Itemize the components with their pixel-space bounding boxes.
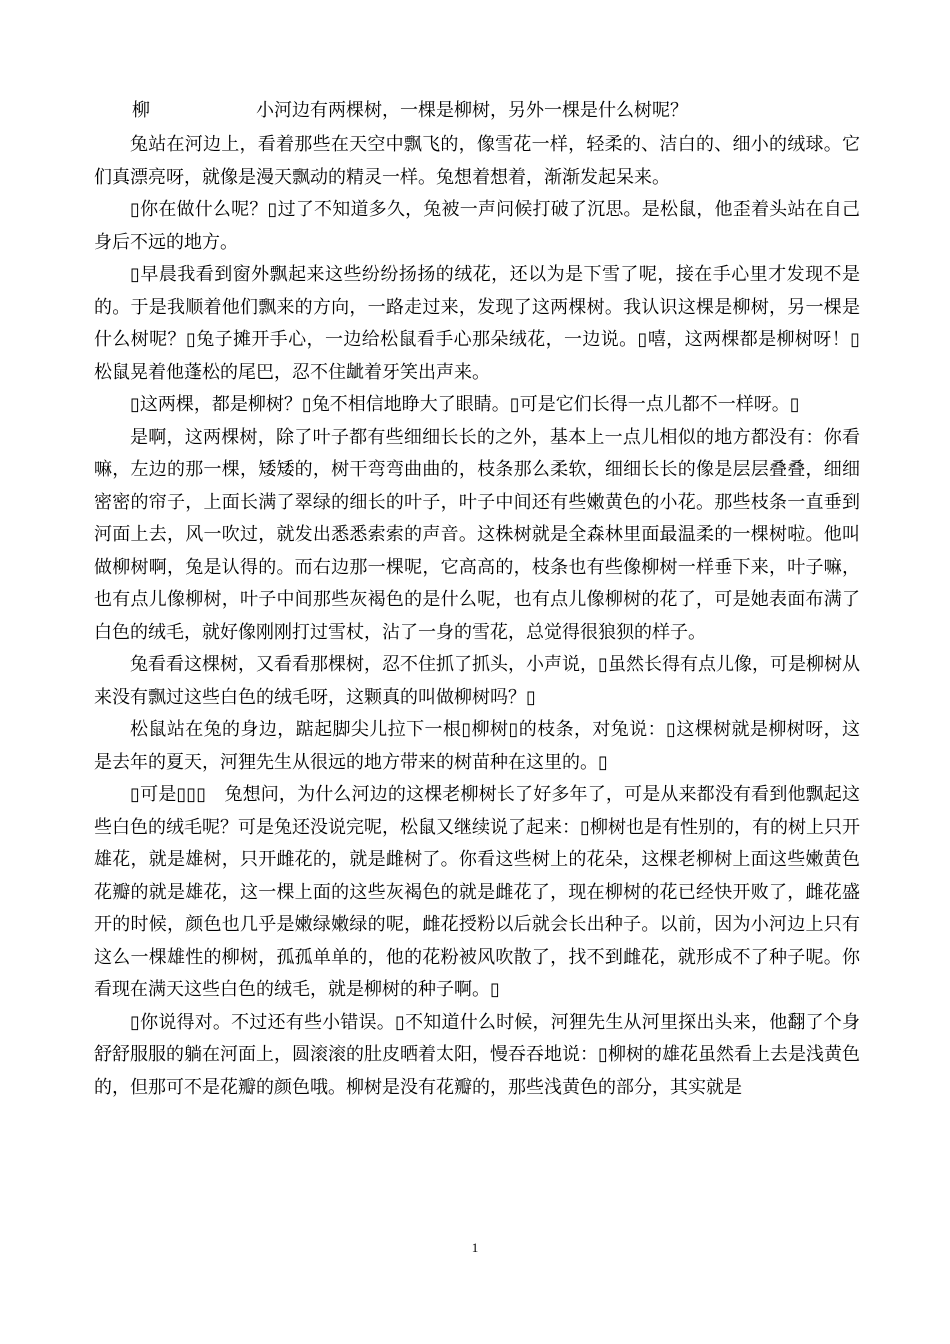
heading-character: 柳 bbox=[132, 100, 150, 121]
paragraph-6: 兔看看这棵树，又看看那棵树，忍不住抓了抓头，小声说，▯虽然长得有点儿像，可是柳树从来没有飘过这些白色的绒毛呀，这颗真的叫做柳树吗？▯ bbox=[94, 654, 860, 708]
paragraph-3: ▯早晨我看到窗外飘起来这些纷纷扬扬的绒花，还以为是下雪了呢，接在手心里才发现不是的。于是我顺着他们飘来的方向，一路走过来，发现了这两棵树。我认识这棵是柳树，另一棵是什么树呢？▯兔子摊开手心，一边给松鼠看手心那朵绒花，一边说。▯嘻，这两棵都是柳树呀！▯松鼠晃着他蓬松的尾巴，忍不住龇着牙笑出声来。 bbox=[94, 264, 860, 383]
heading-question: 小河边有两棵树，一棵是柳树，另外一棵是什么树呢？ bbox=[256, 100, 688, 121]
paragraph-8: ▯可是▯▯▯ 兔想问，为什么河边的这棵老柳树长了好多年了，可是从来都没有看到他飘起这些白色的绒毛呢？可是兔还没说完呢，松鼠又继续说了起来：▯柳树也是有性别的，有的树上只开雄花，就是雄树，只开雌花的，就是雌树了。你看这些树上的花朵，这棵老柳树上面这些嫩黄色花瓣的就是雄花，这一棵上面的这些灰褐色的就是雌花了，现在柳树的花已经快开败了，雌花盛开的时候，颜色也几乎是嫩绿嫩绿的呢，雌花授粉以后就会长出种子。以前，因为小河边上只有这么一棵雄性的柳树，孤孤单单的，他的花粉被风吹散了，找不到雌花，就形成不了种子呢。你看现在满天这些白色的绒毛，就是柳树的种子啊。▯ bbox=[94, 784, 860, 1000]
story-heading bbox=[94, 96, 860, 126]
paragraph-2: ▯你在做什么呢？▯过了不知道多久，兔被一声问候打破了沉思。是松鼠，他歪着头站在自己身后不远的地方。 bbox=[94, 199, 860, 253]
paragraph-1: 兔站在河边上，看着那些在天空中飘飞的，像雪花一样，轻柔的、洁白的、细小的绒球。它们真漂亮呀，就像是漫天飘动的精灵一样。兔想着想着，渐渐发起呆来。 bbox=[94, 134, 860, 188]
document-page bbox=[94, 96, 860, 1104]
paragraph-7: 松鼠站在兔的身边，踮起脚尖儿拉下一根▯柳树▯的枝条，对兔说：▯这棵树就是柳树呀，这是去年的夏天，河狸先生从很远的地方带来的树苗种在这里的。▯ bbox=[94, 719, 860, 773]
paragraph-9: ▯你说得对。不过还有些小错误。▯不知道什么时候，河狸先生从河里探出头来，他翻了个身舒舒服服的躺在河面上，圆滚滚的肚皮晒着太阳，慢吞吞地说：▯柳树的雄花虽然看上去是浅黄色的，但那可不是花瓣的颜色哦。柳树是没有花瓣的，那些浅黄色的部分，其实就是 bbox=[94, 1011, 860, 1098]
paragraph-5: 是啊，这两棵树，除了叶子都有些细细长长的之外，基本上一点儿相似的地方都没有：你看嘛，左边的那一棵，矮矮的，树干弯弯曲曲的，枝条那么柔软，细细长长的像是层层叠叠，细细密密的帘子，上面长满了翠绿的细长的叶子，叶子中间还有些嫩黄色的小花。那些枝条一直垂到河面上去，风一吹过，就发出悉悉索索的声音。这株树就是全森林里面最温柔的一棵树啦。他叫做柳树啊，兔是认得的。而右边那一棵呢，它高高的，枝条也有些像柳树一样垂下来，叶子嘛，也有点儿像柳树，叶子中间那些灰褐色的是什么呢，也有点儿像柳树的花了，可是她表面布满了白色的绒毛，就好像刚刚打过雪杖，沾了一身的雪花，总觉得很狼狈的样子。 bbox=[94, 426, 860, 643]
paragraph-4: ▯这两棵，都是柳树？▯兔不相信地睁大了眼睛。▯可是它们长得一点儿都不一样呀。▯ bbox=[130, 394, 800, 415]
page-number: 1 bbox=[471, 1240, 479, 1255]
